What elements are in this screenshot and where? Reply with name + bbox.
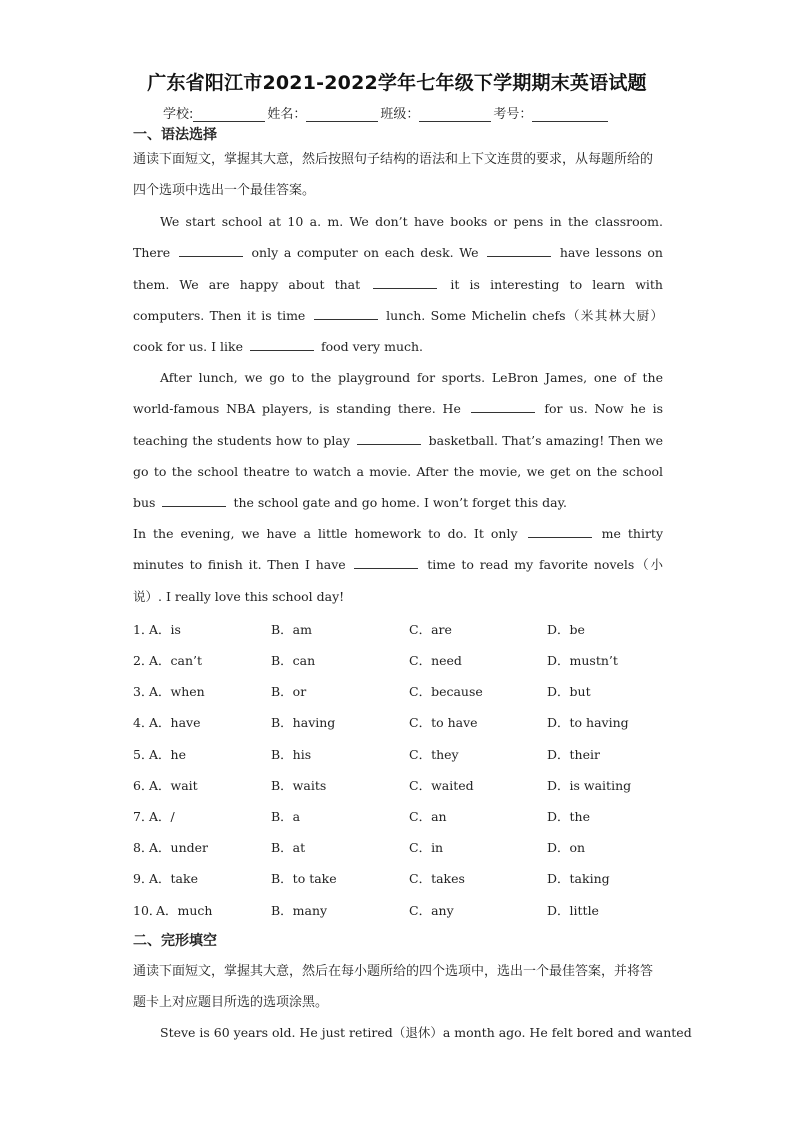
passage-text: only a computer on each desk. We [251, 245, 479, 261]
option-d[interactable]: D．their [547, 747, 600, 762]
number-field[interactable] [532, 107, 608, 122]
question-number: 9． [133, 871, 154, 886]
passage-paragraph-3 [133, 518, 663, 612]
option-b[interactable]: B．a [271, 809, 301, 824]
passage-text: In the evening, we have a little homework to do. It only [133, 526, 518, 541]
option-c[interactable]: C．because [409, 684, 483, 699]
section-1-heading: 一、语法选择 [133, 127, 217, 143]
option-a[interactable]: A．can’t [149, 653, 203, 668]
passage-text: the school gate and go home. I won’t forget this day. [233, 495, 567, 511]
passage-paragraph-2 [133, 362, 663, 518]
question-row [133, 620, 663, 640]
option-d[interactable]: D．mustn’t [547, 653, 618, 668]
option-b[interactable]: B．am [271, 622, 312, 637]
blank-10[interactable] [354, 556, 418, 569]
blank-4[interactable] [314, 307, 378, 320]
option-b[interactable]: B．having [271, 715, 336, 730]
option-a[interactable]: A．he [149, 747, 186, 762]
question-row [133, 807, 663, 827]
option-b[interactable]: B．many [271, 903, 328, 918]
option-b[interactable]: B．waits [271, 778, 327, 793]
blank-3[interactable] [373, 276, 437, 289]
option-c[interactable]: C．waited [409, 778, 474, 793]
option-c[interactable]: C．any [409, 903, 454, 918]
passage-2-paragraph-1 [133, 1017, 692, 1048]
class-label: 班级： [380, 107, 420, 122]
question-row [133, 745, 663, 765]
question-row [133, 713, 663, 733]
option-c[interactable]: C．need [409, 653, 462, 668]
option-c[interactable]: C．an [409, 809, 447, 824]
option-b[interactable]: B．to take [271, 871, 337, 886]
option-a[interactable]: A．when [149, 684, 205, 699]
question-number: 3． [133, 684, 154, 699]
question-row [133, 838, 663, 858]
passage-text: We start school at 10 a. m. We don’t have books or pens in the classroom. There [133, 214, 663, 261]
passage-text: . I really love this school day! [158, 588, 345, 604]
blank-2[interactable] [487, 244, 551, 257]
option-b[interactable]: B．can [271, 653, 316, 668]
chinese-gloss: （米其林大厨） [565, 307, 663, 323]
section-2-heading: 二、完形填空 [133, 933, 217, 949]
question-number: 2． [133, 653, 154, 668]
passage-text: me thirty minutes to finish it. Then I have [133, 526, 664, 573]
passage-text: cook for us. I like [133, 339, 243, 355]
option-a[interactable]: A．is [149, 622, 181, 637]
option-c[interactable]: C．to have [409, 715, 478, 730]
section-2-instruction: 通读下面短文，掌握其大意，然后在每小题所给的四个选项中，选出一个最佳答案，并将答题卡上对应题目所选的选项涂黑。 [133, 964, 654, 1010]
blank-7[interactable] [357, 432, 421, 445]
option-c[interactable]: C．they [409, 747, 459, 762]
passage-text: a month ago. He felt bored and wanted [442, 1025, 692, 1040]
question-number: 4． [133, 715, 154, 730]
option-b[interactable]: B．or [271, 684, 307, 699]
option-d[interactable]: D．the [547, 809, 590, 824]
option-c[interactable]: C．are [409, 622, 452, 637]
question-row [133, 776, 663, 796]
name-field[interactable] [306, 107, 378, 122]
passage-text: time to read my favorite novels [427, 557, 635, 573]
passage-text: have lessons on them. We are happy about that [133, 245, 663, 292]
option-d[interactable]: D．be [547, 622, 585, 637]
passage-text: it is interesting to learn with computers. Then it is time [133, 276, 663, 323]
blank-1[interactable] [179, 244, 243, 257]
page-title: 广东省阳江市2021-2022学年七年级下学期期末英语试题 [147, 72, 647, 94]
passage-text: basketball. That’s amazing! Then we go to the school theatre to watch a movie. After the movie, we get on the school bus [133, 432, 663, 511]
option-a[interactable]: A．much [156, 903, 213, 918]
question-row [133, 651, 663, 671]
passage-text: lunch. Some Michelin chefs [386, 307, 566, 323]
option-a[interactable]: A．have [149, 715, 201, 730]
option-d[interactable]: D．little [547, 903, 599, 918]
option-d[interactable]: D．to having [547, 715, 629, 730]
blank-8[interactable] [162, 494, 226, 507]
option-c[interactable]: C．takes [409, 871, 465, 886]
section-1-instruction: 通读下面短文，掌握其大意，然后按照句子结构的语法和上下文连贯的要求，从每题所给的四个选项中选出一个最佳答案。 [133, 152, 654, 198]
question-number: 6． [133, 778, 154, 793]
option-a[interactable]: A．under [149, 840, 209, 855]
passage-text: Steve is 60 years old. He just retired [160, 1025, 393, 1040]
option-d[interactable]: D．but [547, 684, 591, 699]
question-number: 8． [133, 840, 154, 855]
question-number: 1． [133, 622, 154, 637]
blank-5[interactable] [250, 338, 314, 351]
student-info-line [163, 103, 610, 122]
question-number: 7． [133, 809, 154, 824]
option-c[interactable]: C．in [409, 840, 444, 855]
chinese-gloss: （退休） [392, 1025, 443, 1040]
question-row [133, 869, 663, 889]
passage-text: for us. Now he is teaching the students how to play [133, 401, 663, 448]
question-number: 5． [133, 747, 154, 762]
option-d[interactable]: D．is waiting [547, 778, 632, 793]
question-row [133, 682, 663, 702]
name-label: 姓名： [267, 107, 307, 122]
passage-paragraph-1 [133, 206, 663, 362]
blank-6[interactable] [471, 400, 535, 413]
option-b[interactable]: B．at [271, 840, 306, 855]
option-d[interactable]: D．taking [547, 871, 610, 886]
option-a[interactable]: A．/ [149, 809, 175, 824]
number-label: 考号： [493, 107, 533, 122]
chinese-gloss: （小说） [133, 557, 663, 604]
option-a[interactable]: A．wait [149, 778, 198, 793]
blank-9[interactable] [528, 525, 592, 538]
option-b[interactable]: B．his [271, 747, 312, 762]
question-number: 10． [133, 903, 162, 918]
option-d[interactable]: D．on [547, 840, 586, 855]
school-field[interactable] [193, 107, 265, 122]
question-row [133, 901, 663, 921]
passage-text: food very much. [320, 339, 424, 355]
school-label: 学校: [163, 107, 194, 122]
class-field[interactable] [419, 107, 491, 122]
option-a[interactable]: A．take [149, 871, 198, 886]
passage-text: After lunch, we go to the playground for sports. LeBron James, one of the world-famous NBA players, is standing there. He [133, 370, 663, 417]
